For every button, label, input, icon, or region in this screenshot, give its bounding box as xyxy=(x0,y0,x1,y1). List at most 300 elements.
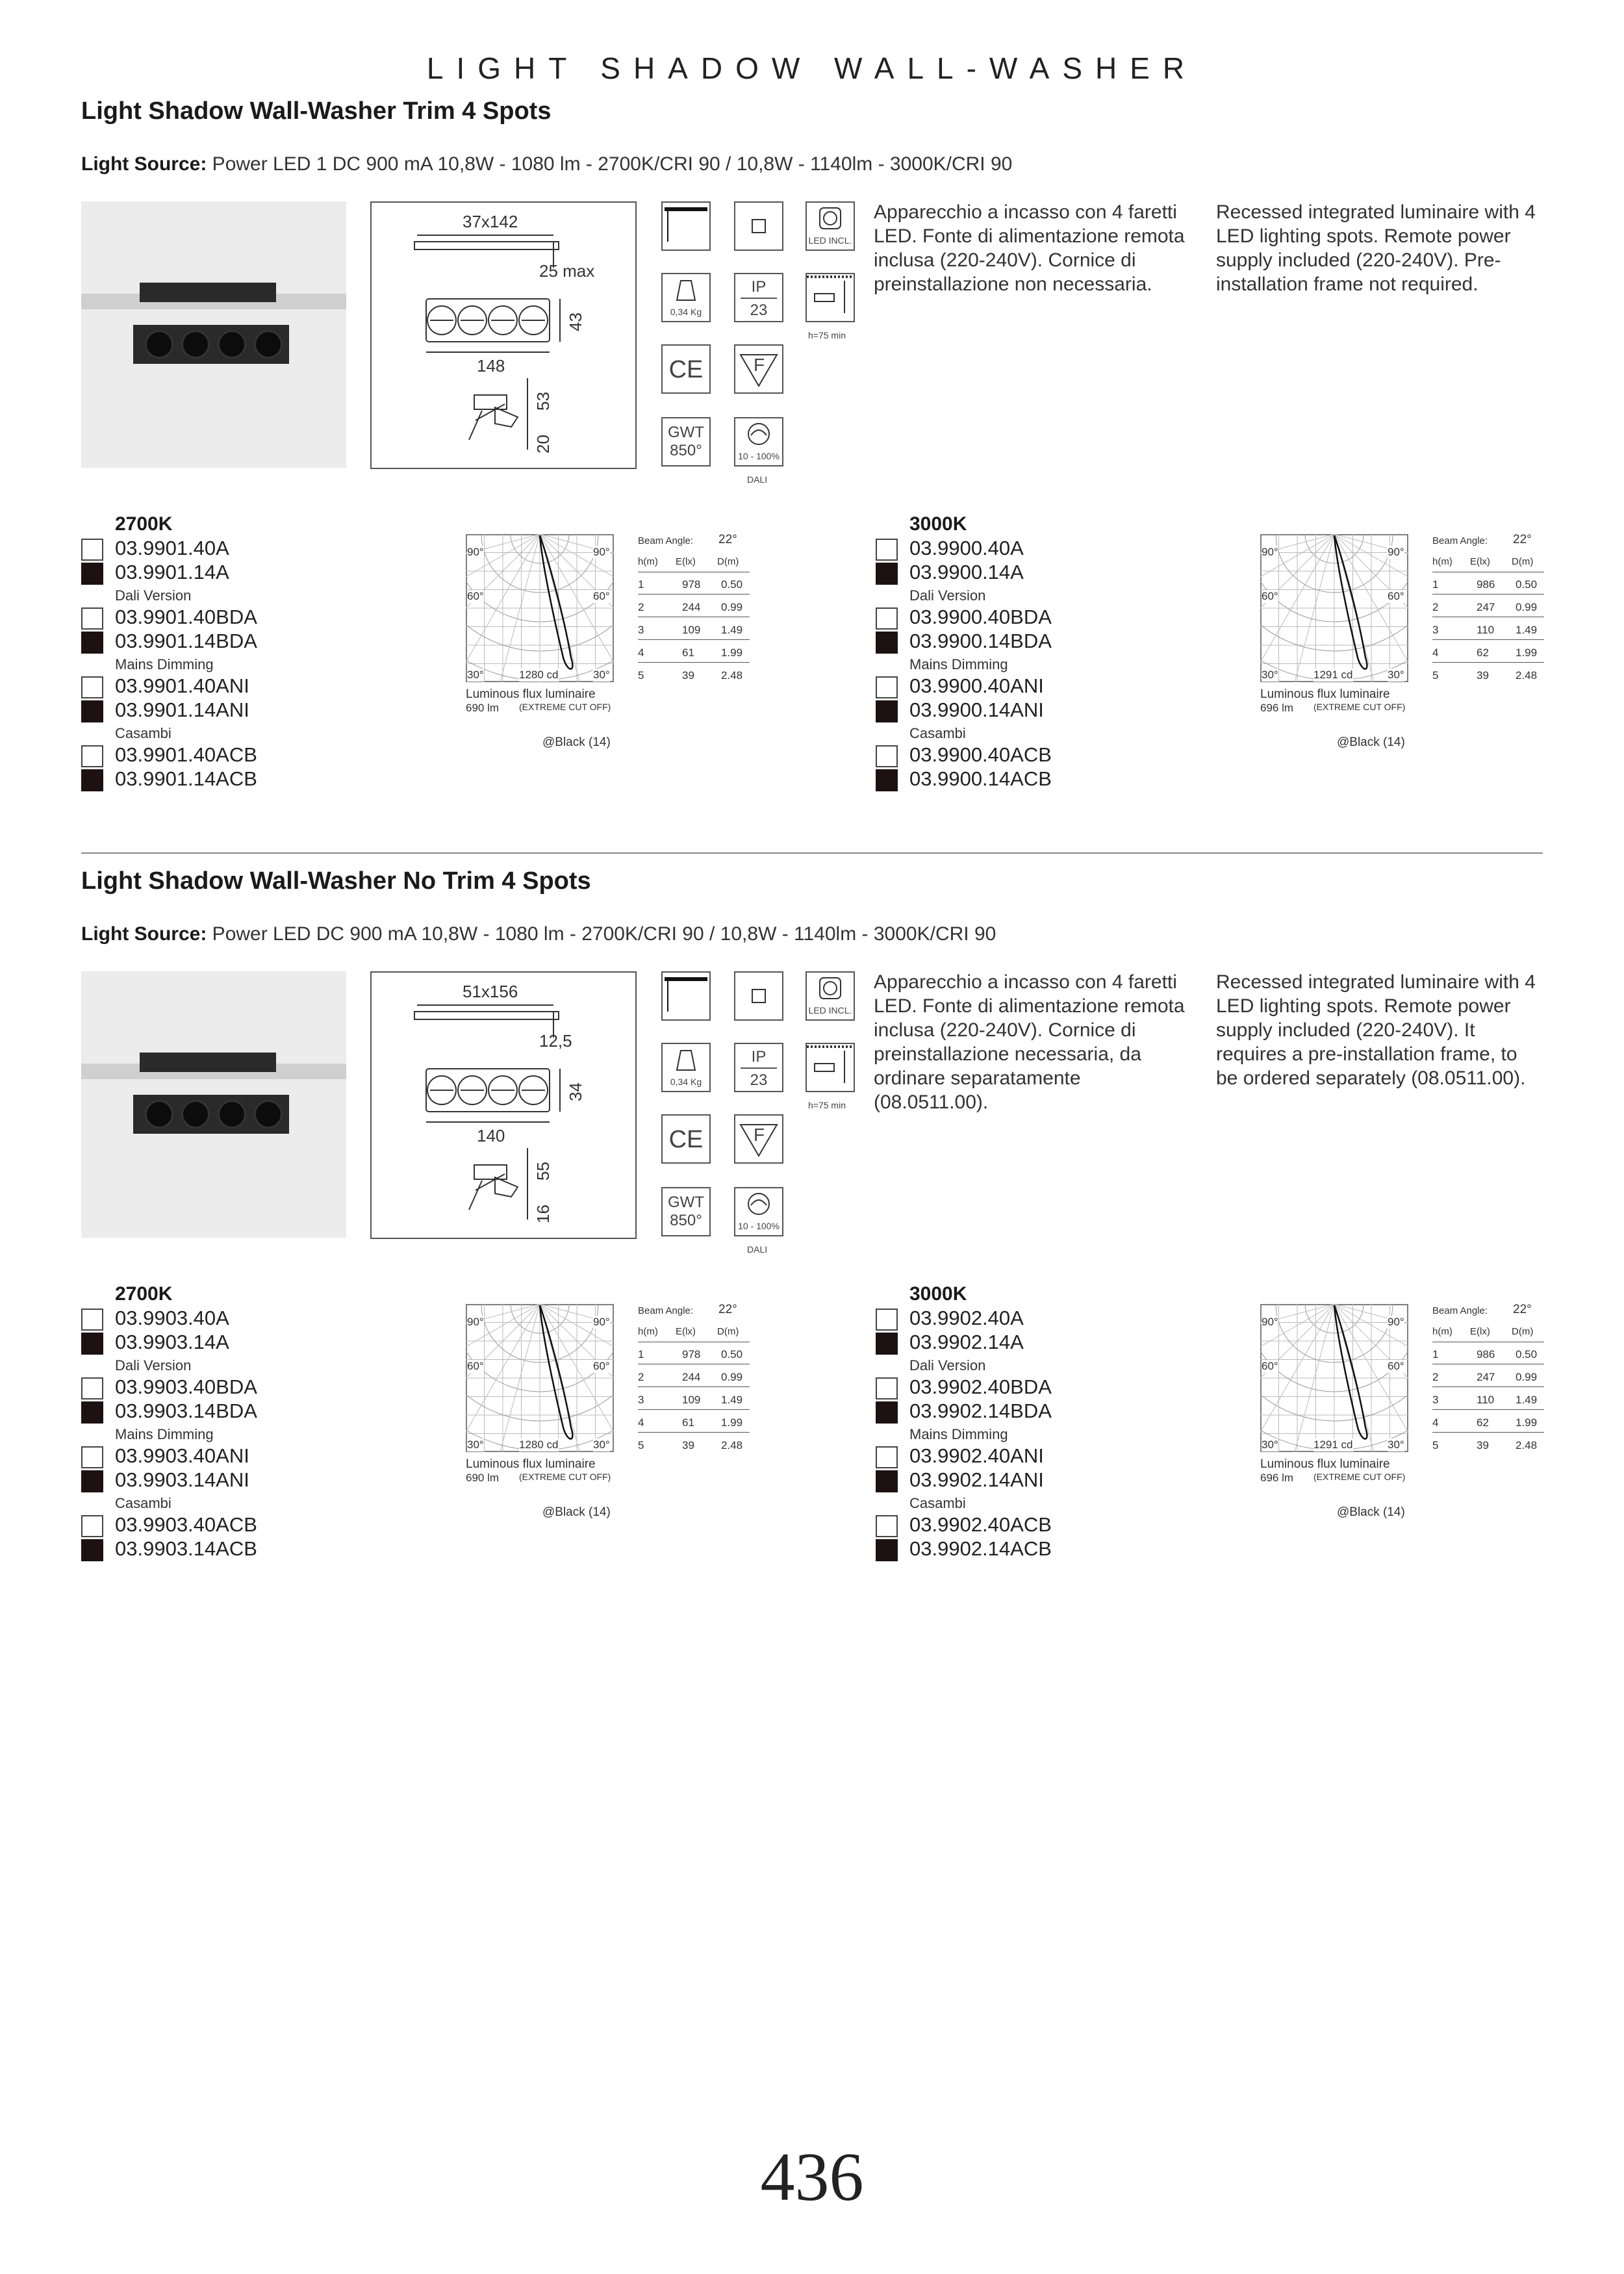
polar-candela: 1280 cd xyxy=(519,669,559,681)
beam-table-head-cell: h(m) xyxy=(1432,556,1453,567)
dimming-glyph xyxy=(735,418,782,450)
swatch-white xyxy=(876,1446,898,1468)
beam-table-row xyxy=(1432,668,1544,685)
led-glyph xyxy=(807,973,854,1005)
beam-table-cell: 5 xyxy=(1432,1439,1439,1451)
swatch-black xyxy=(876,769,898,791)
beam-table-cell: 62 xyxy=(1477,1416,1489,1429)
dim-width: 140 xyxy=(477,1126,505,1145)
beam-table-row xyxy=(1432,577,1544,594)
polar-angle-90-left: 90° xyxy=(467,546,484,558)
description-en: Recessed integrated luminaire with 4 LED lighting spots. Remote power supply included (220-240V). It requires a pre-installation frame, to be ordered separately (08.0511.00). xyxy=(1216,971,1536,1089)
ip-value: 23 xyxy=(750,1071,768,1089)
beam-table-header xyxy=(1432,1325,1544,1342)
product-code: 03.9902.14A xyxy=(909,1331,1024,1353)
beam-table-cell: 3 xyxy=(1432,1394,1439,1406)
beam-table-cell: 5 xyxy=(638,1439,644,1451)
beam-table-cell: 978 xyxy=(682,578,701,591)
swatch-white xyxy=(81,1515,103,1537)
polar-angle-60-right: 60° xyxy=(1388,1360,1404,1372)
cutoff-label: (EXTREME CUT OFF) xyxy=(1313,1472,1406,1482)
weight-icon xyxy=(661,1043,711,1092)
dimming-glyph xyxy=(735,1188,782,1220)
light-source-label: Light Source: xyxy=(81,153,207,175)
product-code: 03.9900.40BDA xyxy=(909,606,1052,628)
gwt-value: 850° xyxy=(670,442,702,459)
height-min-glyph xyxy=(807,1044,854,1091)
beam-table-cell: 3 xyxy=(638,1394,644,1406)
product-photo xyxy=(81,201,346,468)
ip-value: 23 xyxy=(750,301,768,319)
beam-table-cell: 2.48 xyxy=(721,1439,743,1451)
height-min-label: h=75 min xyxy=(808,1100,846,1110)
light-source-label: Light Source: xyxy=(81,923,207,945)
height-min-glyph xyxy=(807,274,854,321)
swatch-white xyxy=(876,676,898,698)
beam-table-cell: 1.49 xyxy=(721,624,743,636)
beam-angle-label: Beam Angle: xyxy=(638,535,694,546)
version-label: Casambi xyxy=(909,1495,966,1511)
flux-label: Luminous flux luminaire xyxy=(466,687,596,701)
beam-table-row xyxy=(1432,1415,1544,1433)
beam-table-cell: 0.99 xyxy=(721,1371,743,1383)
swatch-white xyxy=(81,1446,103,1468)
swatch-black xyxy=(81,632,103,654)
photo-spot xyxy=(181,1100,210,1129)
description-it: Apparecchio a incasso con 4 faretti LED. Fonte di alimentazione remota inclusa (220-240V). Cornice di preinstallazione non necessaria. xyxy=(874,201,1185,295)
beam-table-cell: 4 xyxy=(638,1416,644,1429)
weight-icon xyxy=(661,273,711,322)
polar-angle-60-left: 60° xyxy=(467,590,484,602)
polar-angle-90-right: 90° xyxy=(593,546,610,558)
version-label: Mains Dimming xyxy=(909,656,1008,672)
beam-table-cell: 1 xyxy=(638,1348,644,1361)
beam-angle-label: Beam Angle: xyxy=(1432,535,1488,546)
beam-table-cell: 2.48 xyxy=(1516,1439,1538,1451)
beam-table-cell: 61 xyxy=(682,1416,694,1429)
beam-table-cell: 1.99 xyxy=(721,1416,743,1429)
beam-table-head-cell: h(m) xyxy=(638,1326,658,1337)
section-title: Light Shadow Wall-Washer Trim 4 Spots xyxy=(81,97,552,125)
product-code: 03.9903.40A xyxy=(115,1307,229,1329)
polar-angle-30-right: 30° xyxy=(593,669,610,681)
beam-angle-value: 22° xyxy=(1513,533,1532,546)
product-code: 03.9903.14ACB xyxy=(115,1537,257,1560)
beam-table-cell: 0.50 xyxy=(1516,1348,1538,1361)
finish-label: @Black (14) xyxy=(542,735,611,749)
dali-label: DALI xyxy=(747,474,768,485)
swatch-white xyxy=(81,745,103,767)
photo-spot xyxy=(145,1100,173,1129)
ip-label: IP xyxy=(751,1048,767,1066)
product-code: 03.9901.40A xyxy=(115,537,229,559)
swatch-black xyxy=(81,1333,103,1355)
gwt-label: GWT xyxy=(668,1194,704,1211)
beam-table-cell: 978 xyxy=(682,1348,701,1361)
beam-table-cell: 0.99 xyxy=(1516,1371,1538,1383)
beam-table-row xyxy=(638,1347,750,1364)
product-photo xyxy=(81,971,346,1238)
section-title: Light Shadow Wall-Washer No Trim 4 Spots xyxy=(81,867,591,895)
square-glyph xyxy=(735,203,782,249)
ip-divider xyxy=(741,298,777,299)
flux-label: Luminous flux luminaire xyxy=(466,1457,596,1471)
product-code: 03.9901.40ANI xyxy=(115,674,249,697)
version-label: Mains Dimming xyxy=(115,1426,214,1442)
flux-value: 696 lm xyxy=(1260,702,1294,714)
swatch-white xyxy=(876,1309,898,1331)
finish-label: @Black (14) xyxy=(1337,1505,1405,1519)
beam-table-cell: 2.48 xyxy=(721,669,743,682)
weight-label: 0,34 Kg xyxy=(670,307,702,317)
ip-divider xyxy=(741,1067,777,1069)
swatch-white xyxy=(876,539,898,561)
version-label: Dali Version xyxy=(909,1357,986,1373)
swatch-black xyxy=(81,1401,103,1424)
beam-table-head-cell: E(lx) xyxy=(676,556,696,567)
ce-label: CE xyxy=(668,1126,704,1153)
version-label: Mains Dimming xyxy=(115,656,214,672)
cutoff-label: (EXTREME CUT OFF) xyxy=(1313,702,1406,712)
cutoff-label: (EXTREME CUT OFF) xyxy=(519,1472,611,1482)
polar-diagram xyxy=(1260,534,1408,682)
light-source xyxy=(81,923,996,945)
beam-table-cell: 1.99 xyxy=(1516,646,1538,659)
beam-table-row xyxy=(638,622,750,640)
swatch-white xyxy=(81,1309,103,1331)
dim-side-bottom: 16 xyxy=(533,1205,553,1223)
beam-table-row xyxy=(1432,1438,1544,1455)
dim-depth: 12,5 xyxy=(539,1031,572,1051)
beam-table-row xyxy=(1432,1392,1544,1410)
beam-table-cell: 1.49 xyxy=(721,1394,743,1406)
height-min-icon xyxy=(806,273,855,322)
beam-table-head-cell: E(lx) xyxy=(1470,1326,1490,1337)
product-code: 03.9903.14A xyxy=(115,1331,229,1353)
led-incl-icon xyxy=(806,971,855,1021)
photo-spot xyxy=(218,1100,246,1129)
beam-table-row xyxy=(1432,600,1544,617)
beam-angle-label: Beam Angle: xyxy=(1432,1305,1488,1316)
flux-value: 696 lm xyxy=(1260,1472,1294,1484)
recessed-icon xyxy=(661,201,711,251)
polar-svg xyxy=(1260,1304,1408,1452)
color-temp-heading: 2700K xyxy=(115,1283,173,1305)
dim-top: 51x156 xyxy=(463,982,518,1001)
beam-table-row xyxy=(638,645,750,663)
drawing-svg xyxy=(372,973,635,1238)
light-source-value: Power LED DC 900 mA 10,8W - 1080 lm - 2700K/CRI 90 / 10,8W - 1140lm - 3000K/CRI 90 xyxy=(207,923,996,945)
flux-value: 690 lm xyxy=(466,1472,500,1484)
beam-table-head-cell: D(m) xyxy=(717,556,739,567)
page-number: 436 xyxy=(760,2139,864,2215)
beam-table-cell: 1 xyxy=(1432,578,1439,591)
product-code: 03.9902.14ACB xyxy=(909,1537,1052,1560)
photo-housing xyxy=(140,1053,276,1072)
polar-diagram xyxy=(466,1304,614,1452)
beam-table-cell: 62 xyxy=(1477,646,1489,659)
flux-label: Luminous flux luminaire xyxy=(1260,1457,1390,1471)
beam-table-head-cell: h(m) xyxy=(638,556,658,567)
version-label: Dali Version xyxy=(909,587,986,604)
profile-top xyxy=(414,1012,559,1019)
polar-angle-30-right: 30° xyxy=(1388,669,1404,681)
product-code: 03.9900.40A xyxy=(909,537,1024,559)
beam-table-cell: 4 xyxy=(638,646,644,659)
polar-angle-60-right: 60° xyxy=(593,590,610,602)
swatch-black xyxy=(81,1470,103,1492)
polar-angle-30-left: 30° xyxy=(1262,1438,1278,1451)
beam-table-row xyxy=(638,668,750,685)
beam-table-cell: 0.50 xyxy=(721,1348,743,1361)
weight-label: 0,34 Kg xyxy=(670,1077,702,1087)
flux-value: 690 lm xyxy=(466,702,500,714)
beam-table-cell: 0.50 xyxy=(1516,578,1538,591)
product-code: 03.9901.14BDA xyxy=(115,630,257,652)
polar-angle-60-right: 60° xyxy=(1388,590,1404,602)
beam-table-cell: 2 xyxy=(1432,1371,1439,1383)
profile-top xyxy=(414,242,559,249)
product-code: 03.9903.40ANI xyxy=(115,1444,249,1467)
beam-angle-label: Beam Angle: xyxy=(638,1305,694,1316)
description-en: Recessed integrated luminaire with 4 LED lighting spots. Remote power supply included (220-240V). Pre-installation frame not required. xyxy=(1216,201,1536,295)
beam-table-head-cell: D(m) xyxy=(1512,556,1534,567)
height-min-icon xyxy=(806,1043,855,1092)
beam-table-cell: 2 xyxy=(1432,601,1439,613)
beam-table-head-cell: D(m) xyxy=(1512,1326,1534,1337)
beam-angle-value: 22° xyxy=(718,1303,737,1316)
polar-angle-90-right: 90° xyxy=(1388,1316,1404,1328)
product-code: 03.9901.14ACB xyxy=(115,767,257,790)
recessed-glyph xyxy=(663,203,709,249)
polar-angle-90-right: 90° xyxy=(593,1316,610,1328)
product-code: 03.9903.14BDA xyxy=(115,1399,257,1422)
dim-depth: 25 max xyxy=(539,261,595,281)
product-code: 03.9900.40ANI xyxy=(909,674,1044,697)
beam-table-cell: 109 xyxy=(682,1394,701,1406)
dimming-range-label: 10 - 100% xyxy=(738,1221,780,1231)
version-label: Casambi xyxy=(909,725,966,741)
dim-width: 148 xyxy=(477,356,505,376)
height-min-label: h=75 min xyxy=(808,330,846,340)
dimming-icon xyxy=(734,1187,783,1236)
beam-table-row xyxy=(1432,1347,1544,1364)
square-icon xyxy=(734,971,783,1021)
dimming-range-label: 10 - 100% xyxy=(738,451,780,461)
beam-table-header xyxy=(638,1325,750,1342)
product-code: 03.9902.40BDA xyxy=(909,1375,1052,1398)
product-code: 03.9901.14A xyxy=(115,561,229,583)
beam-table-cell: 1.49 xyxy=(1516,1394,1538,1406)
beam-table-cell: 4 xyxy=(1432,1416,1439,1429)
beam-table-row xyxy=(1432,622,1544,640)
beam-table-cell: 39 xyxy=(1477,669,1489,682)
beam-table-cell: 61 xyxy=(682,646,694,659)
beam-table-row xyxy=(638,1370,750,1387)
dim-height: 43 xyxy=(565,313,585,331)
swatch-black xyxy=(81,563,103,585)
photo-housing xyxy=(140,283,276,302)
description-it: Apparecchio a incasso con 4 faretti LED. Fonte di alimentazione remota inclusa (220-240V). Cornice di preinstallazione necessaria, da ordinare separatamente (08.0511.00). xyxy=(874,971,1185,1113)
product-code: 03.9901.40BDA xyxy=(115,606,257,628)
version-label: Dali Version xyxy=(115,587,192,604)
dali-label: DALI xyxy=(747,1244,768,1255)
polar-candela: 1291 cd xyxy=(1313,1438,1353,1451)
polar-angle-90-left: 90° xyxy=(467,1316,484,1328)
product-code: 03.9903.40BDA xyxy=(115,1375,257,1398)
product-code: 03.9900.14A xyxy=(909,561,1024,583)
swatch-white xyxy=(81,1377,103,1399)
beam-table-cell: 0.50 xyxy=(721,578,743,591)
swatch-black xyxy=(876,700,898,722)
beam-table-head-cell: h(m) xyxy=(1432,1326,1453,1337)
polar-angle-30-right: 30° xyxy=(593,1438,610,1451)
color-temp-heading: 3000K xyxy=(909,1283,967,1305)
f-label: F xyxy=(754,1125,765,1145)
beam-table-cell: 3 xyxy=(1432,624,1439,636)
beam-table-cell: 986 xyxy=(1477,578,1495,591)
beam-table-cell: 39 xyxy=(682,1439,694,1451)
swatch-black xyxy=(876,632,898,654)
swatch-white xyxy=(876,745,898,767)
color-temp-heading: 3000K xyxy=(909,513,967,535)
cutoff-label: (EXTREME CUT OFF) xyxy=(519,702,611,712)
polar-angle-90-left: 90° xyxy=(1262,546,1278,558)
photo-spot xyxy=(254,1100,283,1129)
product-code: 03.9902.14ANI xyxy=(909,1468,1044,1491)
swatch-black xyxy=(81,700,103,722)
beam-table-header xyxy=(638,555,750,572)
side-driver xyxy=(474,1165,507,1179)
polar-angle-90-right: 90° xyxy=(1388,546,1404,558)
swatch-black xyxy=(876,1401,898,1424)
product-code: 03.9902.40ACB xyxy=(909,1513,1052,1536)
beam-table-cell: 5 xyxy=(1432,669,1439,682)
polar-angle-60-left: 60° xyxy=(1262,1360,1278,1372)
beam-table-cell: 2.48 xyxy=(1516,669,1538,682)
product-code: 03.9903.40ACB xyxy=(115,1513,257,1536)
photo-spot xyxy=(218,330,246,359)
technical-drawing xyxy=(370,971,637,1239)
gwt-icon xyxy=(661,1187,711,1236)
beam-table-row xyxy=(1432,645,1544,663)
square-icon xyxy=(734,201,783,251)
swatch-black xyxy=(876,1333,898,1355)
beam-table-head-cell: E(lx) xyxy=(1470,556,1490,567)
beam-angle-value: 22° xyxy=(1513,1303,1532,1316)
beam-table-cell: 1.99 xyxy=(721,646,743,659)
finish-label: @Black (14) xyxy=(1337,735,1405,749)
beam-table-cell: 0.99 xyxy=(721,601,743,613)
beam-table-head-cell: D(m) xyxy=(717,1326,739,1337)
product-code: 03.9900.14ACB xyxy=(909,767,1052,790)
square-glyph xyxy=(735,973,782,1019)
swatch-black xyxy=(81,1539,103,1561)
swatch-white xyxy=(81,676,103,698)
swatch-black xyxy=(876,563,898,585)
led-incl-label: LED INCL. xyxy=(808,235,852,246)
gwt-label: GWT xyxy=(668,424,704,441)
swatch-black xyxy=(876,1470,898,1492)
version-label: Mains Dimming xyxy=(909,1426,1008,1442)
beam-table-cell: 0.99 xyxy=(1516,601,1538,613)
beam-table-row xyxy=(638,577,750,594)
dim-side-bottom: 20 xyxy=(533,435,553,454)
recessed-glyph xyxy=(663,973,709,1019)
light-source xyxy=(81,153,1012,175)
beam-table-cell: 110 xyxy=(1477,1394,1495,1406)
version-label: Dali Version xyxy=(115,1357,192,1373)
polar-angle-30-left: 30° xyxy=(467,669,484,681)
product-code: 03.9902.14BDA xyxy=(909,1399,1052,1422)
f-icon xyxy=(734,1114,783,1164)
beam-table-row xyxy=(638,1415,750,1433)
swatch-white xyxy=(876,1377,898,1399)
dim-side-top: 53 xyxy=(533,392,553,411)
polar-angle-30-left: 30° xyxy=(467,1438,484,1451)
gwt-icon xyxy=(661,417,711,466)
product-code: 03.9900.14BDA xyxy=(909,630,1052,652)
beam-table-cell: 244 xyxy=(682,601,701,613)
beam-table-cell: 3 xyxy=(638,624,644,636)
photo-spot xyxy=(145,330,173,359)
beam-table-cell: 1.99 xyxy=(1516,1416,1538,1429)
beam-table-cell: 244 xyxy=(682,1371,701,1383)
version-label: Casambi xyxy=(115,725,171,741)
beam-table-cell: 2 xyxy=(638,601,644,613)
polar-svg xyxy=(466,534,614,682)
beam-table-cell: 1 xyxy=(638,578,644,591)
beam-table-cell: 247 xyxy=(1477,601,1495,613)
polar-candela: 1291 cd xyxy=(1313,669,1353,681)
photo-spot xyxy=(254,330,283,359)
swatch-black xyxy=(876,1539,898,1561)
beam-table-cell: 109 xyxy=(682,624,701,636)
swatch-white xyxy=(876,607,898,630)
polar-angle-60-left: 60° xyxy=(1262,590,1278,602)
product-code: 03.9900.14ANI xyxy=(909,698,1044,721)
dim-top: 37x142 xyxy=(463,212,518,231)
weight-glyph xyxy=(663,1044,709,1075)
beam-table-cell: 1.49 xyxy=(1516,624,1538,636)
swatch-white xyxy=(81,539,103,561)
beam-table-cell: 39 xyxy=(1477,1439,1489,1451)
polar-diagram xyxy=(466,534,614,682)
beam-table-cell: 39 xyxy=(682,669,694,682)
product-code: 03.9903.14ANI xyxy=(115,1468,249,1491)
ip-icon xyxy=(734,1043,783,1092)
f-label: F xyxy=(754,355,765,375)
dim-side-top: 55 xyxy=(533,1162,553,1181)
dimming-icon xyxy=(734,417,783,466)
ce-icon xyxy=(661,1114,711,1164)
weight-glyph xyxy=(663,274,709,305)
ce-icon xyxy=(661,344,711,394)
beam-angle-value: 22° xyxy=(718,533,737,546)
polar-svg xyxy=(466,1304,614,1452)
dim-height: 34 xyxy=(565,1082,585,1101)
polar-angle-60-left: 60° xyxy=(467,1360,484,1372)
ip-label: IP xyxy=(751,278,767,296)
polar-svg xyxy=(1260,534,1408,682)
led-incl-icon xyxy=(806,201,855,251)
polar-diagram xyxy=(1260,1304,1408,1452)
recessed-icon xyxy=(661,971,711,1021)
finish-label: @Black (14) xyxy=(542,1505,611,1519)
flux-label: Luminous flux luminaire xyxy=(1260,687,1390,701)
ip-icon xyxy=(734,273,783,322)
product-code: 03.9900.40ACB xyxy=(909,743,1052,766)
